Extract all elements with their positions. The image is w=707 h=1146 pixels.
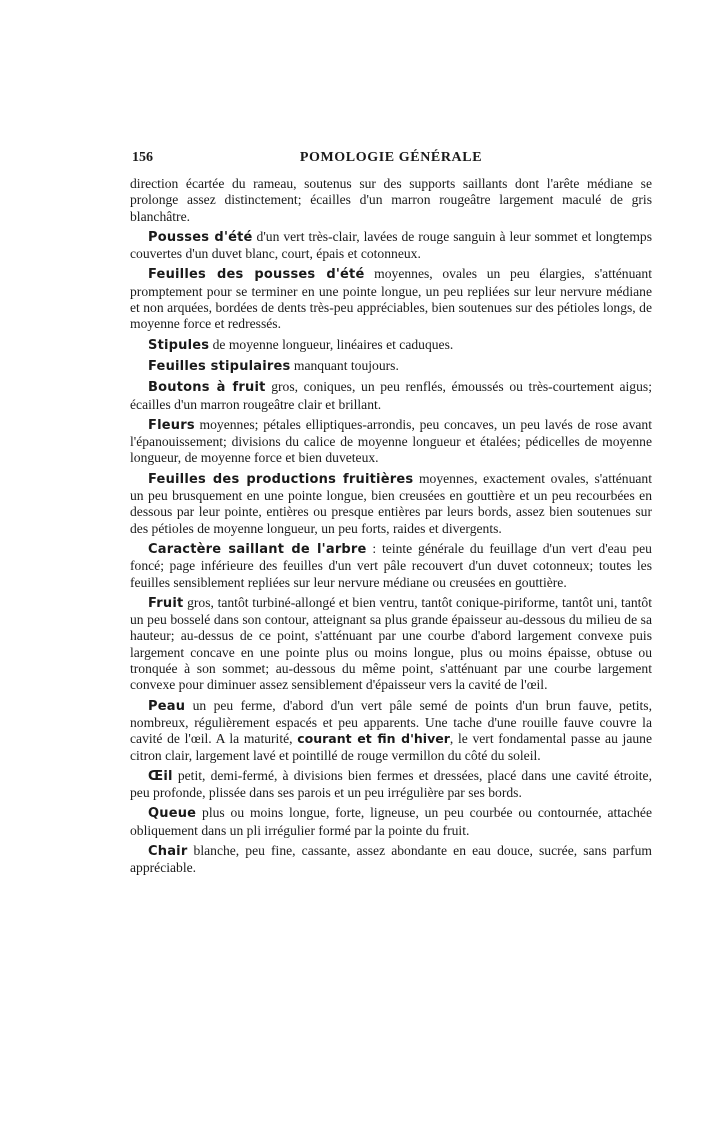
paragraph-text: de moyenne longueur, linéaires et caduques. [209,336,454,352]
paragraph-feuilles-stipulaires [130,358,652,375]
paragraph-queue [130,805,652,839]
paragraph-continuation [130,176,652,225]
page-number: 156 [132,150,153,165]
paragraph-lead: Fleurs [148,417,195,433]
maturity-season: courant et fin d'hiver [297,731,450,747]
paragraph-lead: Stipules [148,337,210,353]
paragraph-text: moyennes, ovales un peu élargies, s'atténuant promptement pour se terminer en une pointe longue, un peu repliées sur leur nervure médiane et non arquées, bordées de dents très-peu appréciables, bien soutenues sur des pétioles longs, de moyenne force et redressés. [130,266,652,332]
paragraph-text: d'un vert très-clair, lavées de rouge sanguin à leur sommet et longtemps couvertes d'un duvet blanc, court, épais et cotonneux. [130,228,652,262]
paragraph-lead: Feuilles des productions fruitières [148,471,414,487]
paragraph-text: , le vert fondamental passe au jaune citron clair, largement lavé et pointillé de rouge vermillon du côté du soleil. [130,731,652,763]
paragraph-text: un peu ferme, d'abord d'un vert pâle semé de points d'un brun fauve, petits, nombreux, régulièrement espacés et peu apparents. Une tache d'une rouille fauve couvre la cavité de l'œil. A la maturité, [130,697,652,747]
running-title: POMOLOGIE GÉNÉRALE [299,150,483,165]
paragraph-lead: Peau [148,698,186,714]
paragraph-lead: Queue [148,806,197,822]
paragraph-fruit [130,595,652,694]
paragraph-lead: Caractère saillant de l'arbre [148,541,367,557]
paragraph-fleurs [130,417,652,467]
paragraph-text: direction écartée du rameau, soutenus sur des supports saillants dont l'arête médiane se prolonge assez distinctement; écailles d'un marron rougeâtre largement maculé de gris blanchâtre. [130,176,652,224]
paragraph-text: petit, demi-fermé, à divisions bien fermes et dressées, placé dans une cavité étroite, peu profonde, plissée dans ses parois et un peu irrégulière par ses bords. [130,767,652,801]
paragraph-boutons [130,379,652,413]
paragraph-lead: Œil [148,768,173,784]
paragraph-text: moyennes; pétales elliptiques-arrondis, peu concaves, un peu lavés de rose avant l'épanouissement; divisions du calice de moyenne longueur et étalées; pédicelles de moyenne longueur, de moyenne force et bien duveteux. [130,416,652,466]
paragraph-caractere [130,541,652,591]
paragraph-text: : teinte générale du feuillage d'un vert d'eau peu foncé; page inférieure des feuilles d'un vert pâle recouvert d'un duvet cotonneux; toutes les feuilles sensiblement repliées sur leur nervure médiane ou creusées en gouttière. [130,540,652,590]
paragraph-peau [130,698,652,764]
paragraph-text: gros, tantôt turbiné-allongé et bien ventru, tantôt conique-piriforme, tantôt uni, tantôt un peu bosselé dans son contour, atteignant sa plus grande épaisseur au-dessous du milieu de sa hauteur; au-dessus de ce point, s'atténuant par une courbe d'abord largement convexe puis largement concave en une pointe plus ou moins longue, plus ou moins épaisse, obtuse ou tronquée à son sommet; au-dessous du même point, s'atténuant par une courbe largement convexe pour diminuer assez sensiblement d'épaisseur vers la cavité de l'œil. [130,594,652,693]
paragraph-text: plus ou moins longue, forte, ligneuse, un peu courbée ou contournée, attachée obliquement dans un pli irrégulier formé par la pointe du fruit. [130,805,652,838]
paragraph-text: manquant toujours. [290,357,399,373]
paragraph-lead: Fruit [148,595,184,611]
paragraph-lead: Feuilles stipulaires [148,358,291,374]
paragraph-lead: Pousses d'été [148,229,253,245]
paragraph-pousses [130,229,652,263]
book-page [130,150,652,881]
paragraph-oeil [130,768,652,802]
paragraph-text: gros, coniques, un peu renflés, émoussés ou très-courtement aigus; écailles d'un marron rougeâtre clair et brillant. [130,379,652,412]
paragraph-lead: Boutons à fruit [148,380,266,396]
paragraph-stipules [130,337,652,354]
paragraph-chair [130,843,652,877]
paragraph-feuilles-productions [130,471,652,537]
paragraph-lead: Chair [148,843,188,859]
paragraph-lead: Feuilles des pousses d'été [148,267,365,283]
running-head [130,150,652,174]
paragraph-text: blanche, peu fine, cassante, assez abondante en eau douce, sucrée, sans parfum appréciable. [130,842,652,876]
paragraph-text: moyennes, exactement ovales, s'atténuant un peu brusquement en une pointe longue, bien creusées en gouttière et un peu recourbées en dessous par leur pointe, entières ou presque entières par leurs bords, assez bien soutenues sur des pétioles de moyenne longueur, un peu forts, raides et divergents. [130,470,653,536]
paragraph-feuilles-pousses [130,266,652,332]
